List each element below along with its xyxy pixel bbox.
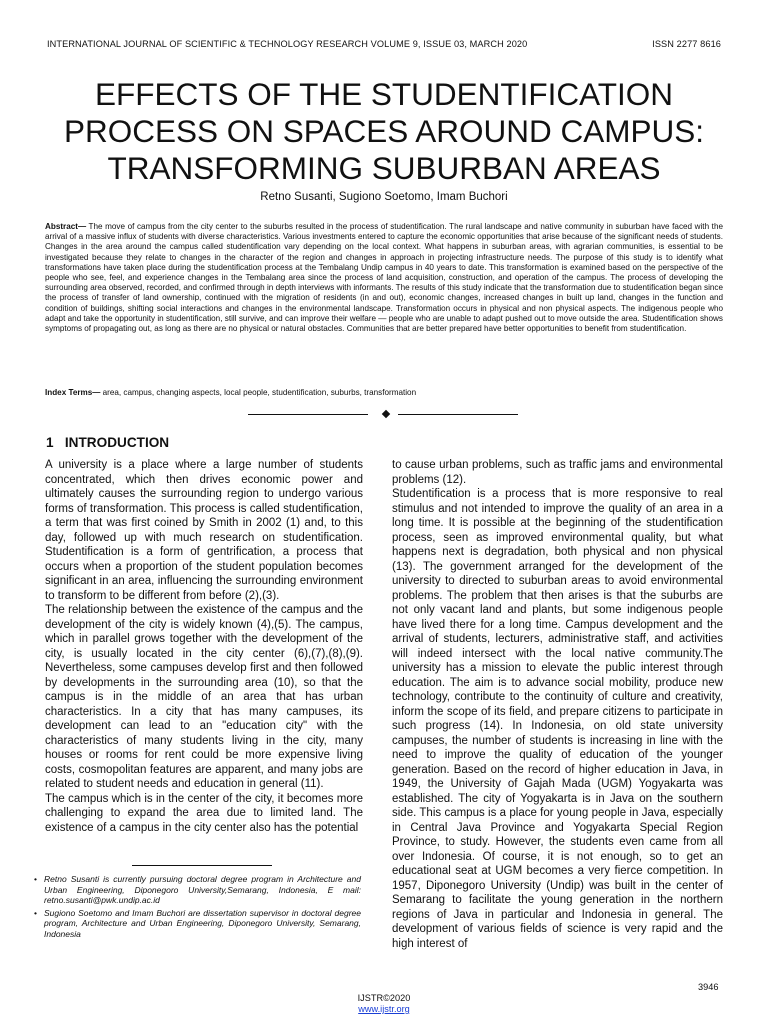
bullet-icon: • bbox=[34, 907, 37, 918]
index-terms-text: area, campus, changing aspects, local people, studentification, suburbs, transformation bbox=[100, 388, 417, 397]
index-terms-label: Index Terms— bbox=[45, 388, 101, 397]
authors: Retno Susanti, Sugiono Soetomo, Imam Buchori bbox=[260, 191, 508, 203]
divider-line-left bbox=[248, 414, 368, 415]
page-footer bbox=[0, 993, 768, 1015]
issn: ISSN 2277 8616 bbox=[652, 39, 721, 49]
paragraph: Studentification is a process that is more responsive to real stimulus and not intended to improve the quality of an area in a long time. It is possible at the beginning of the studentification process, seen as improved environmental quality, but what happens next is degradation, both physical and non physical (13). The government arranged for the development of the university to directed to suburban areas to avoid environmental problems. The problem that then arises is that the suburbs are not only vacant land and plants, but some indigenous people have lived there for a long time. Campus development and the arrival of students, lecturers, administrative staff, and activities will indeed intersect with the local native community.The university has a mission to elevate the public interest through education. The aim is to advance social mobility, produce new technology, contribute to the continuity of culture and creativity, inform the scope of its field, and prepare citizens to participate in such progress (14). In Indonesia, on old state university campuses, the number of students is increasing in line with the need to improve the quality of education of the younger generation. Based on the record of higher education in Java, in 1949, the University of Gajah Mada (UGM) Yogyakarta was established. The city of Yogyakarta is in Java on the southern side. This campus is a place for young people in Java, especially in Central Java Province and Yogyakarta Special Region Province, to study. However, the students even came from all over Indonesia. Of course, it is not enough, so to get an educational seat at UGM becomes a very fierce competition. In 1957, Diponegoro University (Undip) was built in the center of Semarang to facilitate the young generation in the northern regions of Java in particular and Indonesia in general. The development of various fields of science is very rapid and the high interest of bbox=[392, 488, 723, 950]
copyright: IJSTR©2020 bbox=[357, 993, 411, 1003]
abstract-text: The move of campus from the city center to the suburbs resulted in the process of studentification. The rural landscape and native community in suburban have faced with the arrival of a massive influx of students with diverse characteristics. Various investments entered to capture the economic opportunities that arise because of the significant needs of students. Changes in the area around the campus called studentification vary depending on the local context. What happens in suburban areas, with agrarian communities, is essential to be investigated because they relate to changes in the character of the region and changes in approach in projecting infrastructure needs. The purpose of this study is to identify what transformations have taken place during the studentification process at the Tembalang Undip campus in 40 years to date. This transformation is examined based on the perspective of the people who see, feel, and experience changes in the Tembalang area since the process of land acquisition, construction, and operation of the campus. The process of developing the surrounding area observed, recorded, and confirmed through in depth interviews with informants. The results of this study indicate that the transformation due to studentification began since the process of transfer of land ownership, continued with the migration of residents (in and out), economic changes, increased changes in built up land, changes in the function and condition of buildings, shifting social interactions and changes in the environmental landscape. Transformation occurs in physical and non physical aspects. The indigenous people who adapt and take the opportunity in studentification, still survive, and can improve their welfare — people who are unable to adapt pushed out to move outside the area. Studentification shows symptoms of propagating out, as long as there are no physical or natural obstacles. Communities that are better prepared have better opportunities to benefit from studentification. bbox=[45, 222, 723, 334]
section-divider bbox=[0, 408, 768, 422]
paper-title bbox=[0, 76, 768, 187]
running-header bbox=[47, 39, 721, 49]
footnotes bbox=[34, 874, 361, 941]
footnote-text: Sugiono Soetomo and Imam Buchori are dissertation supervisor in doctoral degree program, Architecture and Urban Engineering, Diponegoro University, Semarang, Indonesia bbox=[44, 907, 361, 939]
bullet-icon: • bbox=[34, 874, 37, 884]
title-line: PROCESS ON SPACES AROUND CAMPUS: bbox=[63, 113, 705, 149]
divider-line-right bbox=[398, 414, 518, 415]
title-line: EFFECTS OF THE STUDENTIFICATION bbox=[94, 76, 674, 112]
paragraph: A university is a place where a large number of students concentrated, which then drives economic power and ultimately causes the surrounding region to undergo various forms of transformation. This process is called studentification, a term that was first coined by Smith in 2002 (1) and, to this day, followed up with much research on studentification. Studentification is a form of gentrification, a process that occurs when a proportion of the student population becomes significant in an area, influencing the surrounding environment to transform to be different from before (2),(3). bbox=[45, 459, 363, 602]
section-number: 1 bbox=[46, 435, 54, 450]
diamond-icon bbox=[382, 410, 390, 418]
section-heading bbox=[46, 435, 169, 450]
page-number: 3946 bbox=[698, 982, 719, 992]
journal-name: INTERNATIONAL JOURNAL OF SCIENTIFIC & TECHNOLOGY RESEARCH VOLUME 9, ISSUE 03, MARCH 2020 bbox=[47, 39, 528, 49]
abstract bbox=[45, 222, 723, 334]
left-column bbox=[45, 458, 363, 835]
paragraph: The campus which is in the center of the city, it becomes more challenging to expand the area due to limited land. The existence of a campus in the city center also has the potential bbox=[45, 792, 363, 834]
footnote-rule bbox=[132, 865, 272, 866]
right-column bbox=[392, 458, 723, 951]
title-line: TRANSFORMING SUBURBAN AREAS bbox=[107, 150, 661, 186]
journal-url-link[interactable]: www.ijstr.org bbox=[358, 1004, 410, 1014]
abstract-label: Abstract— bbox=[45, 222, 87, 231]
paragraph: to cause urban problems, such as traffic jams and environmental problems (12). bbox=[392, 459, 723, 486]
footnote bbox=[34, 908, 361, 940]
index-terms bbox=[45, 388, 723, 398]
footnote bbox=[34, 874, 361, 906]
section-title: INTRODUCTION bbox=[64, 435, 170, 450]
paragraph: The relationship between the existence of the campus and the development of the city is widely known (4),(5). The campus, which in parallel grows together with the development of the city, is usually located in the city center (6),(7),(8),(9). Nevertheless, some campuses develop first and then followed by developments in the surrounding area (10), so that the campus is in the middle of an area that has urban characteristics. In a city that has many campuses, its development can lead to an "education city" with the characteristics of many students living in the city, many houses or rooms for rent could be more expensive living costs, cosmopolitan features are apparent, and many jobs are related to student needs and education in general (11). bbox=[45, 604, 363, 790]
footnote-text: Retno Susanti is currently pursuing doctoral degree program in Architecture and Urban Engineering, Diponegoro University,Semarang, Indonesia, E mail: retno.susanti@pwk.undip.ac.id bbox=[44, 874, 361, 905]
